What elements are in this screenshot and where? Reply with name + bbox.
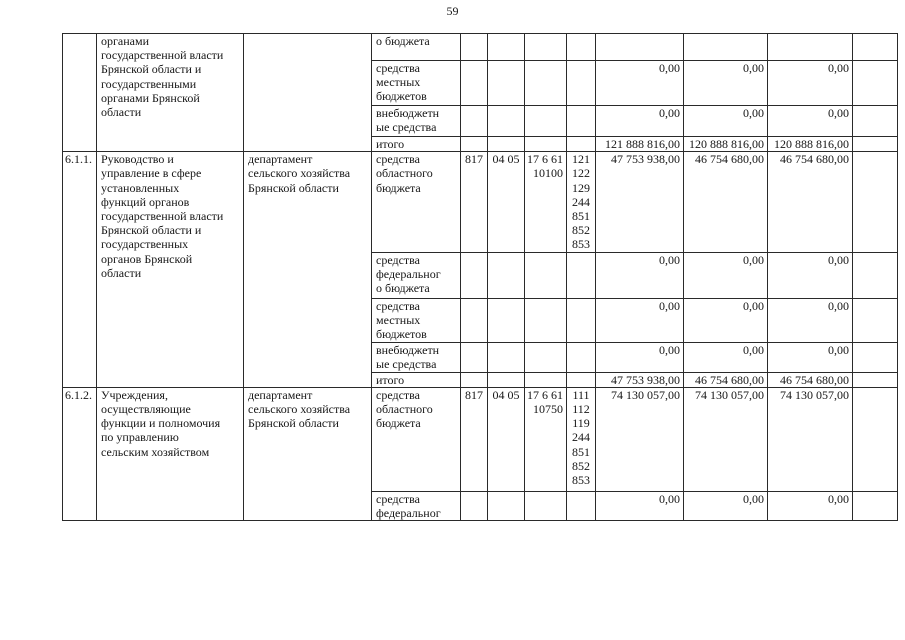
cell-value-1: 47 753 938,00 (596, 372, 684, 387)
cell-code-grbs: 817 (461, 387, 488, 491)
cell-code-vr (567, 137, 596, 152)
cell-code-csr (525, 491, 567, 520)
cell-value-2: 0,00 (684, 342, 768, 372)
cell-code-vr (567, 61, 596, 106)
cell-value-2: 46 754 680,00 (684, 372, 768, 387)
cell-code-grbs (461, 137, 488, 152)
cell-extra (853, 372, 898, 387)
cell-number: 6.1.1. (63, 152, 97, 388)
cell-responsible (244, 34, 372, 152)
cell-code-rzpr (488, 372, 525, 387)
cell-code-csr (525, 106, 567, 137)
cell-code-grbs: 817 (461, 152, 488, 252)
cell-value-3 (768, 34, 853, 61)
cell-source: итого (372, 372, 461, 387)
cell-extra (853, 137, 898, 152)
budget-table (62, 33, 898, 521)
cell-extra (853, 152, 898, 252)
cell-responsible: департамент сельского хозяйства Брянской области (244, 152, 372, 388)
cell-code-grbs (461, 34, 488, 61)
cell-name: Руководство и управление в сфере установленных функций органов государственной власти Брянской области и государственных органов Брянской области (97, 152, 244, 388)
cell-value-1: 0,00 (596, 342, 684, 372)
cell-code-rzpr (488, 61, 525, 106)
cell-value-1: 0,00 (596, 106, 684, 137)
cell-value-1: 0,00 (596, 252, 684, 298)
cell-code-rzpr (488, 252, 525, 298)
cell-code-grbs (461, 342, 488, 372)
cell-source: средства областного бюджета (372, 387, 461, 491)
cell-code-vr (567, 298, 596, 342)
cell-code-vr (567, 342, 596, 372)
cell-code-vr (567, 106, 596, 137)
cell-code-csr (525, 137, 567, 152)
cell-code-vr (567, 34, 596, 61)
cell-value-3: 74 130 057,00 (768, 387, 853, 491)
cell-value-2: 74 130 057,00 (684, 387, 768, 491)
cell-code-csr (525, 252, 567, 298)
cell-value-2: 46 754 680,00 (684, 152, 768, 252)
table-row (63, 387, 898, 491)
cell-source: средства федеральног о бюджета (372, 252, 461, 298)
cell-value-1: 74 130 057,00 (596, 387, 684, 491)
cell-code-grbs (461, 298, 488, 342)
cell-source: внебюджетн ые средства (372, 342, 461, 372)
cell-value-2: 0,00 (684, 61, 768, 106)
cell-value-1: 47 753 938,00 (596, 152, 684, 252)
cell-extra (853, 298, 898, 342)
cell-source: внебюджетн ые средства (372, 106, 461, 137)
cell-code-grbs (461, 372, 488, 387)
cell-name: органами государственной власти Брянской области и государственными органами Брянской области (97, 34, 244, 152)
cell-extra (853, 34, 898, 61)
cell-code-csr: 17 6 61 10750 (525, 387, 567, 491)
cell-extra (853, 61, 898, 106)
cell-value-1: 121 888 816,00 (596, 137, 684, 152)
cell-code-csr (525, 298, 567, 342)
table-body (63, 34, 898, 521)
cell-code-rzpr (488, 137, 525, 152)
cell-value-2 (684, 34, 768, 61)
cell-value-2: 0,00 (684, 298, 768, 342)
cell-code-rzpr (488, 491, 525, 520)
table-row (63, 34, 898, 61)
cell-code-csr: 17 6 61 10100 (525, 152, 567, 252)
cell-value-1: 0,00 (596, 298, 684, 342)
cell-code-rzpr (488, 106, 525, 137)
cell-code-csr (525, 372, 567, 387)
cell-responsible: департамент сельского хозяйства Брянской области (244, 387, 372, 520)
cell-source: средства местных бюджетов (372, 61, 461, 106)
cell-value-3: 46 754 680,00 (768, 152, 853, 252)
cell-value-1: 0,00 (596, 61, 684, 106)
cell-source: о бюджета (372, 34, 461, 61)
cell-value-3: 0,00 (768, 106, 853, 137)
cell-source: итого (372, 137, 461, 152)
cell-value-3: 0,00 (768, 61, 853, 106)
cell-code-rzpr (488, 34, 525, 61)
table-row (63, 152, 898, 252)
cell-code-rzpr: 04 05 (488, 152, 525, 252)
cell-code-rzpr (488, 342, 525, 372)
cell-code-grbs (461, 106, 488, 137)
cell-value-3: 0,00 (768, 252, 853, 298)
cell-value-1 (596, 34, 684, 61)
cell-value-1: 0,00 (596, 491, 684, 520)
cell-code-rzpr (488, 298, 525, 342)
cell-value-3: 0,00 (768, 342, 853, 372)
cell-code-vr: 121 122 129 244 851 852 853 (567, 152, 596, 252)
cell-code-grbs (461, 491, 488, 520)
cell-extra (853, 387, 898, 491)
cell-code-vr: 111 112 119 244 851 852 853 (567, 387, 596, 491)
cell-extra (853, 342, 898, 372)
cell-value-2: 0,00 (684, 491, 768, 520)
cell-extra (853, 491, 898, 520)
cell-value-3: 0,00 (768, 298, 853, 342)
cell-code-csr (525, 342, 567, 372)
cell-code-rzpr: 04 05 (488, 387, 525, 491)
cell-value-2: 0,00 (684, 106, 768, 137)
cell-code-vr (567, 372, 596, 387)
cell-code-vr (567, 252, 596, 298)
cell-extra (853, 252, 898, 298)
cell-source: средства федеральног (372, 491, 461, 520)
cell-value-2: 120 888 816,00 (684, 137, 768, 152)
cell-code-csr (525, 34, 567, 61)
cell-code-vr (567, 491, 596, 520)
page-number: 59 (446, 4, 459, 18)
cell-source: средства областного бюджета (372, 152, 461, 252)
cell-extra (853, 106, 898, 137)
cell-value-3: 46 754 680,00 (768, 372, 853, 387)
cell-name: Учреждения, осуществляющие функции и полномочия по управлению сельским хозяйством (97, 387, 244, 520)
cell-code-grbs (461, 61, 488, 106)
cell-value-3: 120 888 816,00 (768, 137, 853, 152)
cell-value-3: 0,00 (768, 491, 853, 520)
cell-value-2: 0,00 (684, 252, 768, 298)
cell-source: средства местных бюджетов (372, 298, 461, 342)
cell-number: 6.1.2. (63, 387, 97, 520)
cell-number (63, 34, 97, 152)
cell-code-csr (525, 61, 567, 106)
cell-code-grbs (461, 252, 488, 298)
